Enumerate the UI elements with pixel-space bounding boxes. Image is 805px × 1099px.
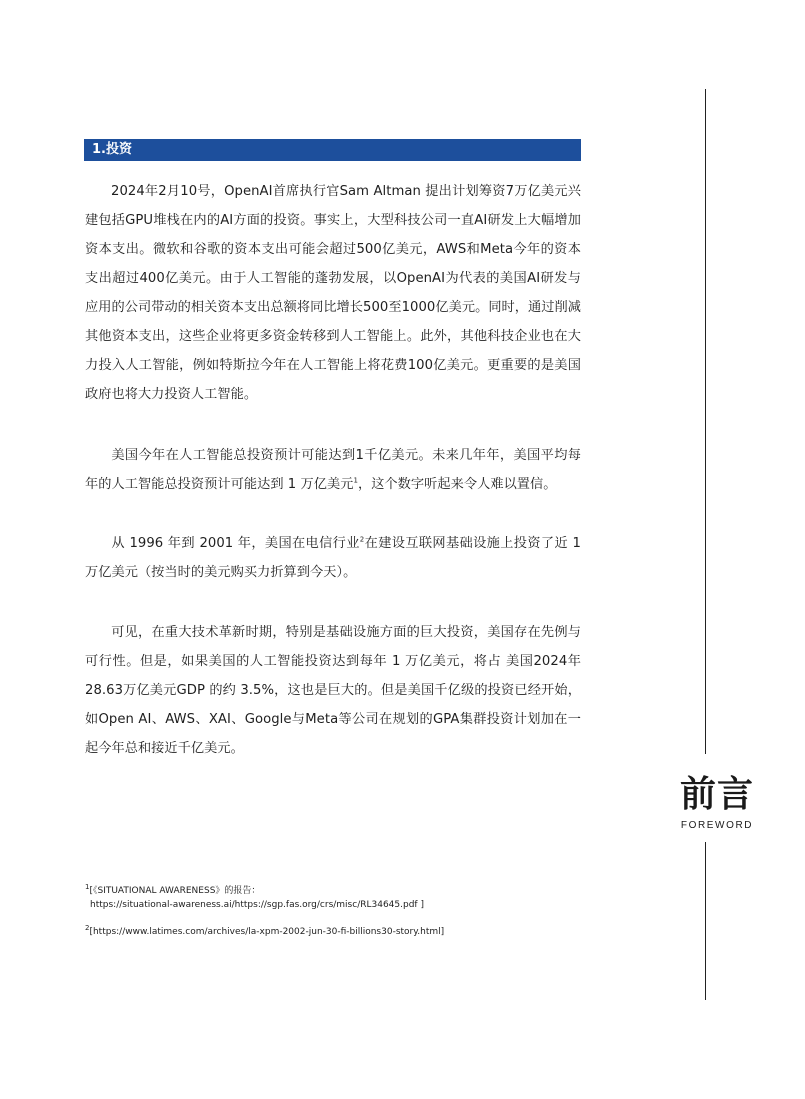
sidebar-title-en: FOREWORD: [680, 820, 754, 831]
footnote-ref-2[interactable]: 2: [359, 535, 365, 544]
footnote-ref-1[interactable]: 1: [353, 476, 358, 485]
footnote-mark-2: 2: [85, 924, 90, 932]
sidebar-title-cn: 前言: [679, 774, 754, 815]
paragraph-text: 美国今年在人工智能总投资预计可能达到1千亿美元。未来几年年，美国平均每年的人工智能总投资预计可能达到 1 万亿美元: [85, 448, 581, 492]
footnote-mark-1: 1: [85, 883, 90, 891]
footnote-2-link[interactable]: [https://www.latimes.com/archives/la-xpm-2002-jun-30-fi-billions30-story.html]: [89, 927, 445, 937]
sidebar-divider-bottom: [705, 842, 706, 1000]
paragraph-us-ai-spending: [85, 441, 581, 499]
paragraph-text: 可见，在重大技术革新时期，特别是基础设施方面的巨大投资，美国存在先例与可行性。但是，如果美国的人工智能投资达到每年 1 万亿美元，将占 美国2024年28.63万亿美元GDP 的约 3.5%，这也是巨大的。但是美国千亿级的投资已经开始，如Open AI、AWS、XAI、Google与Meta等公司在规划的GPA集群投资计划加在一起今年总和接近千亿美元。: [85, 625, 581, 756]
footnote-1-source: [《SITUATIONAL AWARENESS》的报告：: [89, 886, 261, 896]
sidebar-divider-top: [705, 89, 706, 754]
section-header-bar: [84, 139, 581, 161]
paragraph-investment-plan: [85, 177, 581, 409]
paragraph-text: 在建设互联网基础设施上投资了近 1 万亿美元（按当时的美元购买力折算到今天）。: [85, 536, 582, 580]
section-title: 1.投资: [92, 142, 132, 157]
footnote-1-link[interactable]: https://situational-awareness.ai/https://sgp.fas.org/crs/misc/RL34645.pdf ]: [90, 900, 424, 910]
paragraph-text: ，这个数字听起来令人难以置信。: [357, 477, 557, 492]
paragraph-text: 从 1996 年到 2001 年，美国在电信行业: [111, 536, 360, 551]
footnote-2: [85, 926, 444, 939]
paragraph-feasibility: [85, 618, 581, 763]
paragraph-text: 2024年2月10号，OpenAI首席执行官Sam Altman 提出计划筹资7万亿美元兴建包括GPU堆栈在内的AI方面的投资。事实上，大型科技公司一直AI研发上大幅增加资本支出。微软和谷歌的资本支出可能会超过500亿美元，AWS和Meta今年的资本支出超过400亿美元。由于人工智能的蓬勃发展，以OpenAI为代表的美国AI研发与应用的公司带动的相关资本支出总额将同比增长500至1000亿美元。同时，通过削减其他资本支出，这些企业将更多资金转移到人工智能上。此外，其他科技企业也在大力投入人工智能，例如特斯拉今年在人工智能上将花费100亿美元。更重要的是美国政府也将大力投资人工智能。: [85, 184, 581, 402]
paragraph-telecom-history: [85, 529, 581, 587]
footnote-1: [85, 885, 260, 898]
